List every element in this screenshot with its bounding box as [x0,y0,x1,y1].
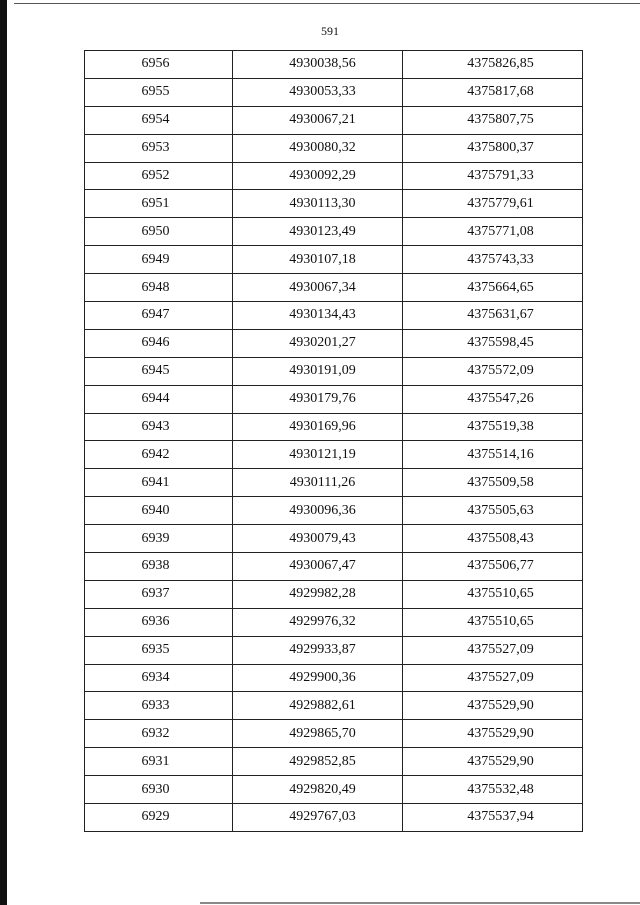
y-coordinate-cell: 4375532,48 [403,776,583,804]
point-number-cell: 6930 [85,776,233,804]
point-number-cell: 6934 [85,664,233,692]
scan-edge-left [0,0,7,905]
table-row [85,134,583,162]
point-number-cell: 6938 [85,553,233,581]
table-row [85,51,583,79]
table-row [85,413,583,441]
y-coordinate-cell: 4375598,45 [403,329,583,357]
y-coordinate-cell: 4375800,37 [403,134,583,162]
table-row [85,776,583,804]
x-coordinate-cell: 4929976,32 [233,608,403,636]
x-coordinate-cell: 4929882,61 [233,692,403,720]
y-coordinate-cell: 4375771,08 [403,218,583,246]
table-row [85,720,583,748]
point-number-cell: 6942 [85,441,233,469]
y-coordinate-cell: 4375631,67 [403,302,583,330]
coordinates-table-body [85,51,583,832]
y-coordinate-cell: 4375509,58 [403,469,583,497]
point-number-cell: 6956 [85,51,233,79]
x-coordinate-cell: 4930121,19 [233,441,403,469]
y-coordinate-cell: 4375547,26 [403,385,583,413]
point-number-cell: 6929 [85,804,233,832]
y-coordinate-cell: 4375537,94 [403,804,583,832]
x-coordinate-cell: 4930179,76 [233,385,403,413]
y-coordinate-cell: 4375508,43 [403,525,583,553]
x-coordinate-cell: 4929900,36 [233,664,403,692]
point-number-cell: 6937 [85,580,233,608]
y-coordinate-cell: 4375826,85 [403,51,583,79]
point-number-cell: 6955 [85,78,233,106]
x-coordinate-cell: 4930169,96 [233,413,403,441]
x-coordinate-cell: 4929865,70 [233,720,403,748]
point-number-cell: 6935 [85,636,233,664]
y-coordinate-cell: 4375510,65 [403,608,583,636]
point-number-cell: 6946 [85,329,233,357]
y-coordinate-cell: 4375514,16 [403,441,583,469]
point-number-cell: 6943 [85,413,233,441]
x-coordinate-cell: 4930201,27 [233,329,403,357]
table-row [85,469,583,497]
x-coordinate-cell: 4930096,36 [233,497,403,525]
y-coordinate-cell: 4375505,63 [403,497,583,525]
table-row [85,329,583,357]
table-row [85,274,583,302]
table-row [85,162,583,190]
point-number-cell: 6952 [85,162,233,190]
y-coordinate-cell: 4375510,65 [403,580,583,608]
x-coordinate-cell: 4929982,28 [233,580,403,608]
point-number-cell: 6954 [85,106,233,134]
x-coordinate-cell: 4930191,09 [233,357,403,385]
table-row [85,441,583,469]
y-coordinate-cell: 4375779,61 [403,190,583,218]
table-row [85,692,583,720]
point-number-cell: 6945 [85,357,233,385]
scan-edge-bottom [200,902,640,904]
x-coordinate-cell: 4930123,49 [233,218,403,246]
table-row [85,553,583,581]
table-row [85,218,583,246]
table-row [85,636,583,664]
table-row [85,664,583,692]
y-coordinate-cell: 4375529,90 [403,748,583,776]
table-row [85,78,583,106]
table-row [85,608,583,636]
y-coordinate-cell: 4375664,65 [403,274,583,302]
page-number: 591 [321,24,339,38]
y-coordinate-cell: 4375572,09 [403,357,583,385]
x-coordinate-cell: 4930107,18 [233,246,403,274]
scan-edge-top [14,3,640,4]
x-coordinate-cell: 4930067,47 [233,553,403,581]
y-coordinate-cell: 4375743,33 [403,246,583,274]
y-coordinate-cell: 4375506,77 [403,553,583,581]
y-coordinate-cell: 4375527,09 [403,664,583,692]
x-coordinate-cell: 4929767,03 [233,804,403,832]
point-number-cell: 6950 [85,218,233,246]
point-number-cell: 6947 [85,302,233,330]
x-coordinate-cell: 4930079,43 [233,525,403,553]
table-row [85,385,583,413]
x-coordinate-cell: 4929820,49 [233,776,403,804]
point-number-cell: 6932 [85,720,233,748]
x-coordinate-cell: 4930038,56 [233,51,403,79]
x-coordinate-cell: 4930092,29 [233,162,403,190]
x-coordinate-cell: 4930113,30 [233,190,403,218]
table-row [85,357,583,385]
table-row [85,580,583,608]
x-coordinate-cell: 4930134,43 [233,302,403,330]
point-number-cell: 6931 [85,748,233,776]
table-row [85,302,583,330]
point-number-cell: 6949 [85,246,233,274]
table-row [85,246,583,274]
x-coordinate-cell: 4930067,21 [233,106,403,134]
y-coordinate-cell: 4375529,90 [403,692,583,720]
point-number-cell: 6936 [85,608,233,636]
x-coordinate-cell: 4930053,33 [233,78,403,106]
point-number-cell: 6941 [85,469,233,497]
table-row [85,190,583,218]
x-coordinate-cell: 4930111,26 [233,469,403,497]
y-coordinate-cell: 4375527,09 [403,636,583,664]
point-number-cell: 6944 [85,385,233,413]
x-coordinate-cell: 4929852,85 [233,748,403,776]
point-number-cell: 6948 [85,274,233,302]
table-row [85,106,583,134]
point-number-cell: 6940 [85,497,233,525]
coordinates-table [84,50,583,832]
y-coordinate-cell: 4375529,90 [403,720,583,748]
point-number-cell: 6933 [85,692,233,720]
y-coordinate-cell: 4375519,38 [403,413,583,441]
y-coordinate-cell: 4375791,33 [403,162,583,190]
table-row [85,525,583,553]
y-coordinate-cell: 4375817,68 [403,78,583,106]
x-coordinate-cell: 4929933,87 [233,636,403,664]
point-number-cell: 6953 [85,134,233,162]
point-number-cell: 6951 [85,190,233,218]
point-number-cell: 6939 [85,525,233,553]
table-row [85,748,583,776]
table-row [85,804,583,832]
y-coordinate-cell: 4375807,75 [403,106,583,134]
x-coordinate-cell: 4930067,34 [233,274,403,302]
x-coordinate-cell: 4930080,32 [233,134,403,162]
table-row [85,497,583,525]
